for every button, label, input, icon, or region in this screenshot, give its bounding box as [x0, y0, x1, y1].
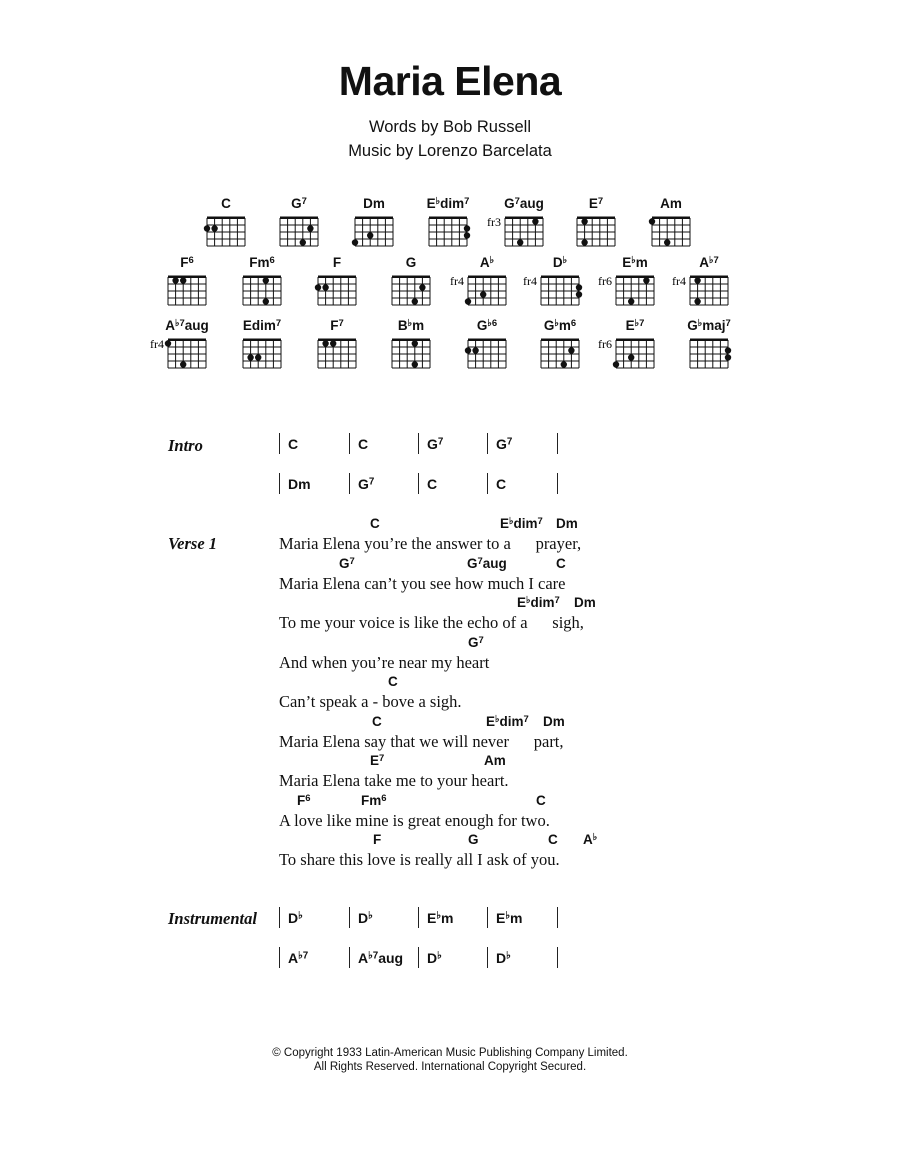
chord-diagram-name: $G^{♭6}$ [476, 317, 498, 333]
fret-position-label: fr6 [598, 337, 612, 351]
bar-chord: $G^7$ [496, 436, 513, 452]
fret-position-label: fr4 [150, 337, 164, 351]
lyric-chord: $G^7$ [339, 555, 355, 571]
chord-diagram-name: $E^7$ [588, 195, 604, 211]
bar-chord: D♭ [288, 910, 303, 926]
bar-line [349, 473, 350, 494]
bar-chord: E♭m [427, 910, 454, 926]
lyric-chord: Dm [556, 516, 578, 531]
bar-chord: D♭ [427, 950, 442, 966]
chord-diagram-name: Dm [363, 196, 385, 211]
bar-chord: C [496, 476, 507, 492]
chord-diagram [626, 196, 716, 252]
chord-diagram-name: A♭ [479, 254, 495, 270]
bar-line [279, 473, 280, 494]
chord-diagram-name: Edim$^7$ [242, 317, 282, 333]
chord-diagram-name: $F^7$ [330, 317, 344, 333]
lyric-line: Maria Elena take me to your heart. [279, 771, 509, 790]
chord-diagram-grid [0, 0, 900, 400]
bar-chord: C [358, 436, 369, 452]
fret-position-label: fr4 [450, 274, 464, 288]
lyric-chord: C [556, 555, 566, 571]
bar-line [349, 947, 350, 968]
chord-diagram-name: $A^{♭7}aug$ [165, 317, 209, 333]
bar-line [418, 907, 419, 928]
fret-position-label: fr6 [598, 274, 612, 288]
bar-line [279, 947, 280, 968]
lyric-chord: F [373, 832, 382, 847]
bar-line [557, 907, 558, 928]
lyric-line: And when you’re near my heart [279, 652, 490, 672]
lyric-line: Can’t speak a - bove a sigh. [279, 692, 462, 711]
bar-chord: Dm [288, 476, 311, 492]
chord-diagram-name: $G^7aug$ [504, 195, 544, 211]
lyricist-credit: Words by Bob Russell [368, 118, 531, 136]
bar-chord: $A^{♭7}$ [288, 950, 309, 966]
chord-diagram-name: B♭m [397, 317, 425, 333]
lyric-chord: E♭dim$^7$ [500, 515, 543, 531]
section-label-intro: Intro [168, 436, 203, 455]
fret-position-label: fr4 [672, 274, 686, 288]
bar-line [557, 947, 558, 968]
chord-diagram-name: G♭maj$^7$ [687, 317, 731, 333]
lyric-line: Maria Elena can’t you see how much I care [279, 573, 566, 593]
copyright-line: © Copyright 1933 Latin-American Music Publishing Company Limited. [272, 1047, 628, 1059]
bar-line [487, 433, 488, 454]
lyric-chord: Dm [574, 595, 596, 610]
lyric-chord: C [370, 516, 380, 531]
bar-chord: E♭m [496, 910, 523, 926]
bar-line [487, 907, 488, 928]
section-label-instrumental: Instrumental [168, 909, 257, 928]
lyric-chord: Am [484, 753, 506, 768]
chord-diagram-name: Fm$^6$ [249, 254, 275, 270]
lyric-chord: G [468, 832, 479, 847]
bar-line [418, 947, 419, 968]
chord-diagram [664, 255, 754, 311]
chord-diagram-name: E♭dim$^7$ [426, 195, 470, 211]
chord-diagram-name: F [332, 255, 342, 270]
chord-diagram-name: $E^{♭7}$ [625, 317, 645, 333]
bar-line [349, 907, 350, 928]
lyric-line: To me your voice is like the echo of a sigh, [279, 613, 584, 632]
bar-chord: C [427, 476, 438, 492]
lyric-chord: Dm [543, 713, 565, 729]
bar-chord: D♭ [496, 950, 511, 966]
bar-line [279, 433, 280, 454]
song-title: Maria Elena [338, 58, 562, 104]
lyric-chord: C [548, 832, 558, 847]
lyric-chord: $G^7aug$ [467, 555, 507, 571]
lyric-chord: C [372, 713, 382, 729]
lyric-chord: C [536, 792, 546, 808]
chord-diagram [664, 318, 754, 374]
bar-chord: D♭ [358, 910, 373, 926]
chord-diagram-name: G [405, 255, 417, 270]
bar-line [557, 433, 558, 454]
bar-line [487, 473, 488, 494]
lyric-chord: $F^6$ [297, 792, 311, 808]
bar-chord: $G^7$ [358, 476, 375, 492]
lyric-chord: E♭dim$^7$ [517, 594, 560, 610]
fret-position-label: fr3 [487, 215, 501, 229]
copyright-footer [0, 1046, 900, 1074]
chord-diagram-name: C [221, 196, 231, 211]
chord-diagram-name: $G^♭m^6$ [543, 317, 577, 333]
lyric-chord: C [388, 674, 398, 689]
chord-diagram-name: Am [660, 196, 682, 211]
lyric-chord: $E^7$ [370, 752, 385, 768]
bar-line [418, 433, 419, 454]
bar-line [279, 907, 280, 928]
bar-line [557, 473, 558, 494]
bar-line [487, 947, 488, 968]
fret-position-label: fr4 [523, 274, 537, 288]
bar-chord: $A^{♭7}aug$ [358, 950, 404, 966]
chord-diagram-name: $G^7$ [291, 195, 307, 211]
bar-line [418, 473, 419, 494]
section-label-verse-1: Verse 1 [168, 534, 218, 553]
chord-diagram-name: $F^6$ [180, 254, 194, 270]
chord-diagram-name: $A^{♭7}$ [699, 254, 719, 270]
lyric-chord: $G^7$ [468, 634, 484, 650]
bar-chord: $G^7$ [427, 436, 444, 452]
composer-credit: Music by Lorenzo Barcelata [348, 142, 552, 160]
lyric-chord: E♭dim$^7$ [486, 713, 529, 729]
lyric-line: To share this love is really all I ask of you. [279, 850, 560, 869]
lyric-line: A love like mine is great enough for two. [279, 810, 550, 830]
lyric-chord: A♭ [583, 831, 598, 847]
bar-chord: C [288, 436, 299, 452]
lyric-line: Maria Elena you’re the answer to a prayer, [279, 534, 582, 553]
rights-line: All Rights Reserved. International Copyright Secured. [313, 1061, 587, 1073]
lyric-chord: Fm$^6$ [361, 792, 387, 808]
chord-diagram-name: E♭m [622, 254, 648, 270]
bar-line [349, 433, 350, 454]
lyric-line: Maria Elena say that we will never part, [279, 731, 564, 751]
chord-diagram-name: D♭ [552, 254, 568, 270]
